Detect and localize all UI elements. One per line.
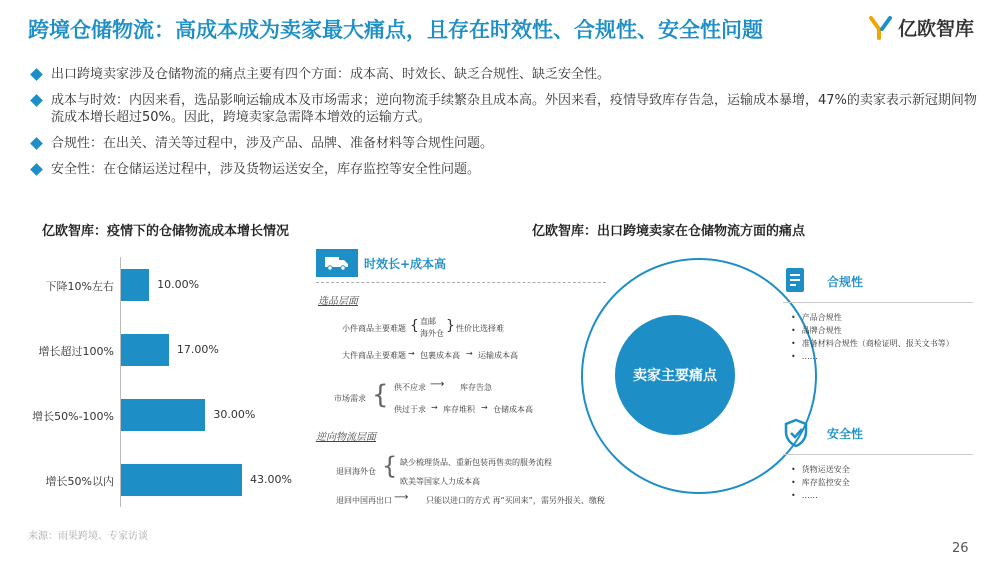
divider xyxy=(783,302,973,303)
diagram-label: 供不应求 xyxy=(394,383,426,392)
bullet-item xyxy=(30,135,980,152)
list-item: • 准备材料合规性（商检证明、报关文书等） xyxy=(791,339,954,348)
diagram-label: 退回中国再出口 xyxy=(336,496,392,505)
diagram-label: 库存堆积 xyxy=(443,405,475,414)
arrow-icon: → xyxy=(408,349,415,358)
diamond-bullet-icon xyxy=(30,94,43,107)
bullet-item xyxy=(30,66,980,83)
diagram-label: 退回海外仓 xyxy=(336,467,376,476)
section-heading: 逆向物流层面 xyxy=(316,432,376,443)
diagram-label: 性价比选择难 xyxy=(456,324,504,333)
bullet-text: 合规性：在出关、清关等过程中，涉及产品、品牌、准备材料等合规性问题。 xyxy=(51,136,494,151)
page-title: 跨境仓储物流：高成本成为卖家最大痛点，且存在时效性、合规性、安全性问题 xyxy=(28,18,763,42)
brace-icon: { xyxy=(372,380,389,410)
list-item: • 品牌合规性 xyxy=(791,326,842,335)
diagram-label: 供过于求 xyxy=(394,405,426,414)
diagram-label: 市场需求 xyxy=(334,394,366,403)
center-circle: 卖家主要痛点 xyxy=(615,315,735,435)
diagram-label: 海外仓 xyxy=(420,329,444,338)
list-item: • 库存监控安全 xyxy=(791,478,850,487)
arrow-icon: ⟶ xyxy=(394,492,409,503)
brace-icon: { xyxy=(410,318,419,334)
tag-label: 时效长+成本高 xyxy=(364,256,447,271)
yiou-logo-icon xyxy=(868,15,894,41)
section-heading: 选品层面 xyxy=(318,296,358,307)
diagram-label: 只能以进口的方式 再“买回来”，需另外报关、缴税 xyxy=(426,496,605,505)
bar xyxy=(121,269,149,301)
diagram-label: 缺少梳理货品、重新包装再售卖的服务流程 xyxy=(400,458,552,467)
bullet-text: 安全性：在仓储运送过程中，涉及货物运送安全，库存监控等安全性问题。 xyxy=(51,162,481,177)
bullet-text: 成本与时效：内因来看，选品影响运输成本及市场需求；逆向物流手续繁杂且成本高。外因来看，疫情导致库存告急，运输成本暴增，47%的卖家表示新冠期间物流成本增长超过50%。因此，跨境卖家急需降本增效的运输方式。 xyxy=(51,93,977,125)
bullet-text: 出口跨境卖家涉及仓储物流的痛点主要有四个方面：成本高、时效长、缺乏合规性、缺乏安全性。 xyxy=(51,67,611,82)
diamond-bullet-icon xyxy=(30,137,43,150)
diagram-label: 仓储成本高 xyxy=(493,405,533,414)
logo-text: 亿欧智库 xyxy=(898,18,975,40)
bullet-item xyxy=(30,161,980,178)
bar-category-label: 增长50%-100% xyxy=(32,410,114,423)
diagram-label: 欧美等国家人力成本高 xyxy=(400,477,480,486)
list-item: • …… xyxy=(791,491,818,500)
arrow-icon: → xyxy=(481,403,488,412)
bar-category-label: 下降10%左右 xyxy=(45,280,114,293)
bar-value-label: 43.00% xyxy=(250,473,292,486)
bar-category-label: 增长50%以内 xyxy=(45,475,114,488)
bullet-list xyxy=(30,66,980,187)
arrow-icon: → xyxy=(466,349,473,358)
left-chart-title: 亿欧智库：疫情下的仓储物流成本增长情况 xyxy=(42,224,290,239)
brace-icon: { xyxy=(382,452,398,480)
truck-icon xyxy=(316,249,358,277)
bar-value-label: 10.00% xyxy=(157,278,200,291)
diagram-label: 小件商品主要难题 xyxy=(342,324,406,333)
document-icon xyxy=(783,266,809,296)
diagram-tag xyxy=(316,249,446,277)
list-item: • …… xyxy=(791,352,818,361)
diagram-label: 大件商品主要难题 xyxy=(342,351,406,360)
brace-icon: } xyxy=(446,318,455,334)
list-item: • 产品合规性 xyxy=(791,313,842,322)
bar-value-label: 30.00% xyxy=(213,408,256,421)
divider xyxy=(783,454,973,455)
compliance-panel xyxy=(783,266,973,363)
diamond-bullet-icon xyxy=(30,68,43,81)
safety-title: 安全性 xyxy=(827,426,864,441)
diagram-label: 库存告急 xyxy=(460,383,492,392)
shield-icon xyxy=(783,418,809,448)
safety-panel xyxy=(783,418,973,502)
diamond-bullet-icon xyxy=(30,163,43,176)
compliance-title: 合规性 xyxy=(827,274,864,289)
bullet-item xyxy=(30,92,980,126)
logo xyxy=(868,14,974,41)
diagram-label: 包裹成本高 xyxy=(420,351,460,360)
right-diagram-title: 亿欧智库：出口跨境卖家在仓储物流方面的痛点 xyxy=(532,224,806,239)
bar xyxy=(121,334,169,366)
arrow-icon: → xyxy=(431,403,438,412)
bar-value-label: 17.00% xyxy=(176,343,219,356)
list-item: • 货物运送安全 xyxy=(791,465,850,474)
bar xyxy=(121,399,205,431)
diagram-label: 运输成本高 xyxy=(478,351,518,360)
divider xyxy=(316,282,606,283)
source-note: 来源：雨果跨境、专家访谈 xyxy=(28,531,148,542)
bar-category-label: 增长超过100% xyxy=(38,345,114,358)
diagram-label: 直邮 xyxy=(420,317,436,326)
arrow-icon: ⟶ xyxy=(430,379,445,390)
page-number: 26 xyxy=(952,541,969,556)
bar xyxy=(121,464,242,496)
